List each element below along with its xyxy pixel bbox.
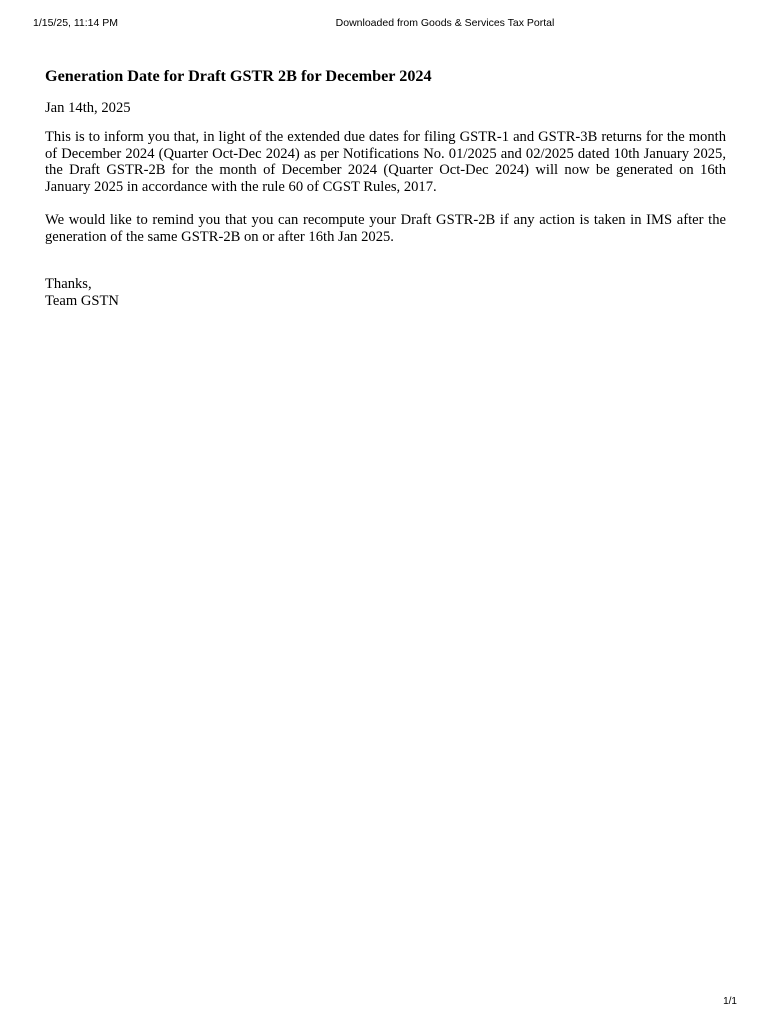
print-source: Downloaded from Goods & Services Tax Portal bbox=[335, 17, 555, 29]
document-title: Generation Date for Draft GSTR 2B for December 2024 bbox=[45, 67, 432, 85]
document-body bbox=[45, 66, 726, 310]
paragraph-reminder: We would like to remind you that you can recompute your Draft GSTR-2B if any action is taken in IMS after the generation of the same GSTR-2B on or after 16th Jan 2025. bbox=[45, 212, 726, 246]
signoff-signature: Team GSTN bbox=[45, 292, 119, 309]
signoff-closing: Thanks, bbox=[45, 276, 92, 293]
print-datetime: 1/15/25, 11:14 PM bbox=[33, 17, 119, 29]
page-number: 1/1 bbox=[723, 996, 737, 1007]
paragraph-notice: This is to inform you that, in light of the extended due dates for filing GSTR-1 and GSTR-3B returns for the month of December 2024 (Quarter Oct-Dec 2024) as per Notifications No. 01/2025 and 02/2025 dated 10th January 2025, the Draft GSTR-2B for the month of December 2024 (Quarter Oct-Dec 2024) will now be generated on 16th January 2025 in accordance with the rule 60 of CGST Rules, 2017. bbox=[45, 128, 726, 196]
print-header bbox=[0, 17, 768, 31]
document-date: Jan 14th, 2025 bbox=[45, 100, 131, 116]
signoff bbox=[45, 276, 726, 310]
